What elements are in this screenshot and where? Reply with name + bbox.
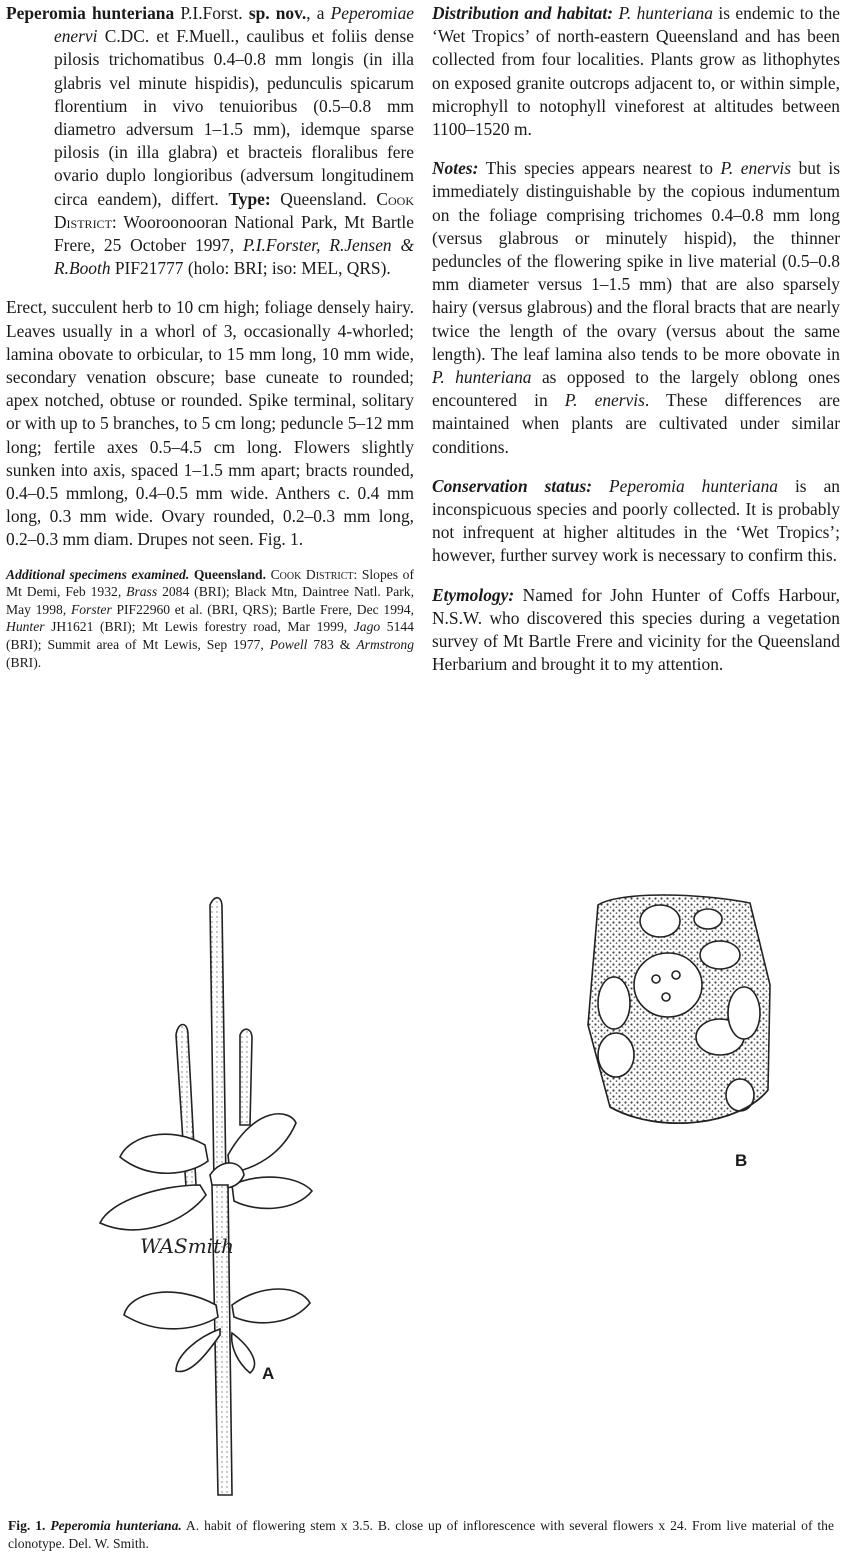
specimen-text: : Slopes of Mt Demi, Feb 1932, bbox=[6, 566, 415, 600]
conservation-species: Peperomia hunteriana bbox=[592, 475, 778, 496]
bract bbox=[700, 941, 740, 969]
protologue bbox=[6, 2, 414, 280]
specimen-collector: Armstrong bbox=[356, 637, 414, 653]
type-district: Cook District bbox=[54, 188, 415, 232]
leaf bbox=[232, 1289, 310, 1323]
specimens-district: Cook District bbox=[270, 566, 354, 582]
notes-heading: Notes: bbox=[432, 158, 479, 179]
figure-caption bbox=[8, 1517, 834, 1553]
type-collectors: P.I.Forster, R.Jensen & R.Booth bbox=[54, 235, 415, 279]
habit-drawing-a bbox=[100, 898, 312, 1495]
notes-text: as opposed to the largely oblong ones encountered in bbox=[432, 367, 840, 411]
caption-text: A. habit of flowering stem x 3.5. B. close up of inflorescence with several flowers x 24. From live material of the clonotype. Del. W. Smith. bbox=[8, 1518, 835, 1551]
species-status: sp. nov. bbox=[248, 3, 307, 23]
latin-diagnosis: C.DC. et F.Muell., caulibus et foliis dense pilosis trichomatibus 0.4–0.8 mm longis (in illa glabris vel minute hispidis), pedunculis spicarum florentium in vivo tenuioribus (0.5–0.8 mm diametro adversum 1–1.5 mm), idemque sparse pilosis (in illa glabra) et bracteis floralibus fere ovario duplo longioribus (adversum longitudinem circa eandem), differt. bbox=[54, 26, 414, 209]
species-description: Erect, succulent herb to 10 cm high; foliage densely hairy. Leaves usually in a whorl of 3, occasionally 4-whorled; lamina obovate to orbicular, to 15 mm long, 10 mm wide, secondary venation obscure; base cuneate to rounded; apex notched, obtuse or rounded. Spike terminal, solitary or with up to 5 branches, to 5 cm long; peduncle 5–12 mm long; fertile axes 0.5–4.5 cm long. Flowers slightly sunken into axis, spaced 1–1.5 mm apart; bracts rounded, 0.4–0.5 mmlong, 0.4–0.5 mm wide. Anthers c. 0.4 mm long, 0.3 mm wide. Ovary rounded, 0.2–0.3 mm long, 0.2–0.3 mm diam. Drupes not seen. Fig. 1. bbox=[6, 297, 414, 550]
flower-detail bbox=[672, 971, 680, 979]
specimen-collector: Brass bbox=[126, 584, 158, 600]
right-column bbox=[432, 2, 840, 676]
notes-species: P. enervis bbox=[564, 390, 645, 411]
leaf bbox=[232, 1333, 255, 1373]
specimen-text: (BRI). bbox=[6, 654, 42, 670]
type-region: Queensland. bbox=[270, 188, 377, 209]
type-label: Type: bbox=[228, 188, 271, 209]
specimen-text: PIF22960 et al. (BRI, QRS); Bartle Frere, Dec 1994, bbox=[111, 601, 414, 617]
specimen-text: JH1621 (BRI); Mt Lewis forestry road, Mar 1999, bbox=[44, 619, 354, 635]
flowering-spike bbox=[240, 1029, 252, 1125]
specimen-text: 5144 (BRI); Summit area of Mt Lewis, Sep 1977, bbox=[6, 619, 414, 653]
bract bbox=[728, 987, 760, 1039]
specimens-heading: Additional specimens examined. bbox=[6, 566, 190, 582]
species-name: Peperomia hunteriana bbox=[6, 3, 175, 23]
bract bbox=[598, 977, 630, 1029]
leaf bbox=[232, 1177, 312, 1208]
notes-text: but is immediately distinguishable by the copious indumentum on the foliage comprising trichomes 0.4–0.8 mm long (versus glabrous or minutely hispid), the thinner peduncles of the flowering spike in live material (0.5–0.8 mm diameter versus 1–1.5 mm) that are also sparsely hairy (versus glabrous) and the floral bracts that are nearly twice the length of the ovary (versus about the same length). The leaf lamina also tends to be more obovate in bbox=[432, 158, 840, 364]
leaf bbox=[176, 1329, 220, 1372]
bract bbox=[598, 1033, 634, 1077]
etymology-heading: Etymology: bbox=[432, 584, 515, 605]
flowering-spike bbox=[210, 898, 226, 1185]
inflorescence-drawing-b bbox=[588, 895, 770, 1123]
caption-fig-label: Fig. 1. bbox=[8, 1518, 46, 1533]
flower-detail bbox=[662, 993, 670, 1001]
specimen-collector: Powell bbox=[269, 637, 308, 653]
artist-signature: WASmith bbox=[140, 1234, 234, 1258]
flower bbox=[634, 953, 702, 1017]
type-locality: : Wooroonooran National Park, Mt Bartle Frere, 25 October 1997, bbox=[54, 211, 414, 256]
conservation-section bbox=[432, 475, 840, 568]
distribution-heading: Distribution and habitat: bbox=[432, 3, 613, 23]
specimens-region: Queensland. bbox=[189, 566, 271, 582]
caption-species: Peperomia hunteriana. bbox=[45, 1518, 182, 1533]
etymology-text: Named for John Hunter of Coffs Harbour, N.S.W. who discovered this species during a vegetation survey of Mt Bartle Frere and vicinity for the Queensland Herbarium and brought it to my attention. bbox=[432, 584, 840, 675]
notes-section bbox=[432, 157, 840, 459]
flower bbox=[640, 905, 680, 937]
specimen-text: 2084 (BRI); Black Mtn, Daintree Natl. Park, May 1998, bbox=[6, 584, 414, 617]
specimens-examined bbox=[6, 566, 414, 672]
specimen-collector: Jago bbox=[353, 619, 381, 635]
leaf bbox=[100, 1185, 206, 1230]
specimen-collector: Hunter bbox=[6, 619, 45, 635]
figure-label-a: A bbox=[262, 1364, 275, 1383]
specimen-collector: Forster bbox=[70, 601, 112, 617]
leaf bbox=[228, 1114, 296, 1173]
notes-text: This species appears nearest to bbox=[478, 158, 721, 179]
notes-species: P. hunteriana bbox=[432, 367, 532, 388]
protologue-text: , a bbox=[306, 3, 331, 23]
notes-text: . These differences are maintained when plants are cultivated under similar conditions. bbox=[432, 390, 840, 457]
conservation-heading: Conservation status: bbox=[432, 475, 593, 496]
leaf bbox=[124, 1292, 218, 1329]
compared-species: Peperomiae enervi bbox=[54, 3, 414, 47]
distribution-species: P. hunteriana bbox=[618, 3, 713, 23]
flower-detail bbox=[652, 975, 660, 983]
type-number: PIF21777 (holo: BRI; iso: MEL, QRS). bbox=[110, 258, 391, 279]
figure-illustration bbox=[0, 885, 850, 1505]
distribution-text: is endemic to the ‘Wet Tropics’ of north-eastern Queensland and has been collected from four localities. Plants grow as lithophytes on exposed granite outcrops adjacent to, or within simple, microphyll to notophyll vineforest at altitudes between 1100–1520 m. bbox=[432, 3, 840, 140]
left-column bbox=[6, 2, 414, 671]
conservation-text: is an inconspicuous species and poorly collected. It is probably not infrequent at higher altitudes in the ‘Wet Tropics’; however, further survey work is necessary to confirm this. bbox=[432, 475, 840, 566]
specimen-text: 783 & bbox=[307, 637, 357, 653]
species-author: P.I.Forst. bbox=[174, 3, 249, 23]
figure-label-b: B bbox=[735, 1151, 748, 1170]
distribution-section bbox=[432, 2, 840, 141]
bract bbox=[694, 909, 722, 929]
notes-species: P. enervis bbox=[720, 158, 792, 179]
etymology-section bbox=[432, 584, 840, 677]
leaf bbox=[120, 1134, 208, 1173]
figure-1 bbox=[0, 885, 850, 1505]
